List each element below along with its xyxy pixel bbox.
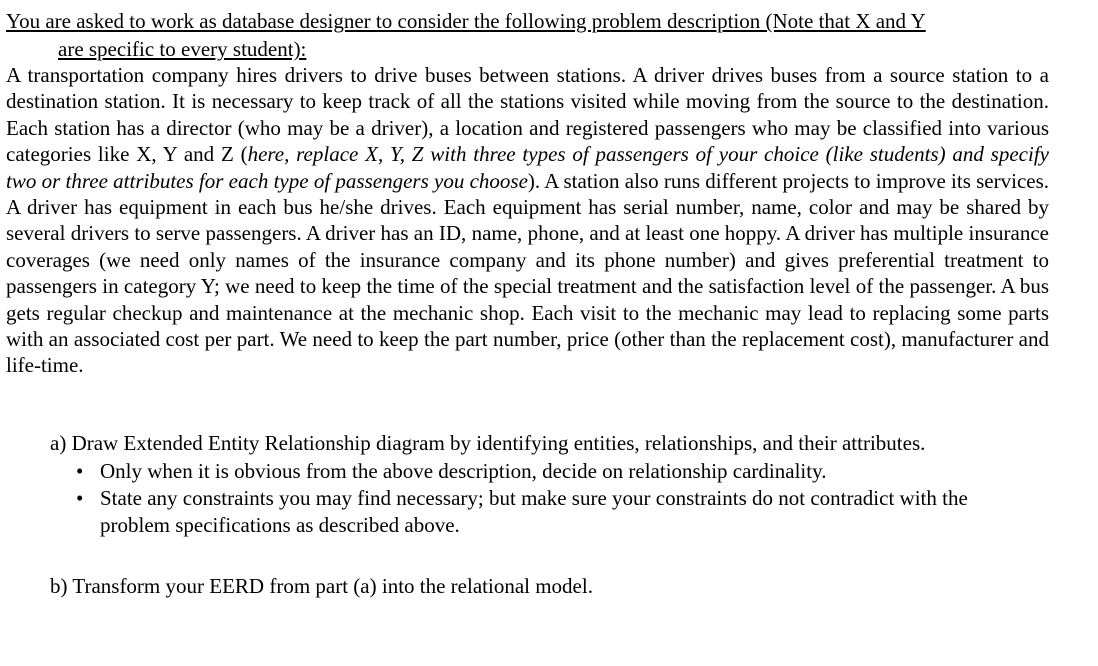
list-item: [72, 485, 1032, 538]
assignment-intro-line-1: You are asked to work as database designer to consider the following problem description (Note that X and Y: [6, 9, 926, 33]
task-b-heading: b) Transform your EERD from part (a) into the relational model.: [50, 574, 593, 598]
bullet-icon: •: [76, 459, 84, 483]
list-item: [72, 458, 1032, 484]
description-italic-note: here, replace X, Y, Z with three types of passengers of your choice (like students) and specify two or three attributes for each type of passengers you choose: [6, 142, 1049, 193]
description-text-1: A transportation company hires drivers to drive buses between stations. A driver drives buses from a source station to a destination station. It is necessary to keep track of all the stations visited while moving from the source to the destination. Each station has a director (who may be a driver), a location and registered passengers who may be classified into various categories like X, Y and Z (: [6, 63, 1049, 167]
description-text-2: ). A station also runs different projects to improve its services. A driver has equipment in each bus he/she drives. Each equipment has serial number, name, color and may be shared by several drivers to serve passengers. A driver has an ID, name, phone, and at least one hoppy. A driver has multiple insurance coverages (we need only names of the insurance company and its phone number) and gives preferential treatment to passengers in category Y; we need to keep the time of the special treatment and the satisfaction level of the passenger. A bus gets regular checkup and maintenance at the mechanic shop. Each visit to the mechanic may lead to replacing some parts with an associated cost per part. We need to keep the part number, price (other than the replacement cost), manufacturer and life-time.: [6, 168, 1050, 378]
task-a-bullet-list: [72, 458, 1032, 539]
assignment-intro-line-2: are specific to every student):: [58, 37, 307, 61]
task-a-heading: a) Draw Extended Entity Relationship diagram by identifying entities, relationships, and their attributes.: [50, 431, 926, 455]
problem-description: [6, 62, 1049, 379]
bullet-icon: •: [76, 486, 84, 511]
bullet-text-cardinality: Only when it is obvious from the above description, decide on relationship cardinality.: [100, 459, 827, 483]
bullet-text-constraints: State any constraints you may find necessary; but make sure your constraints do not contradict with the problem specifications as described above.: [100, 486, 968, 537]
